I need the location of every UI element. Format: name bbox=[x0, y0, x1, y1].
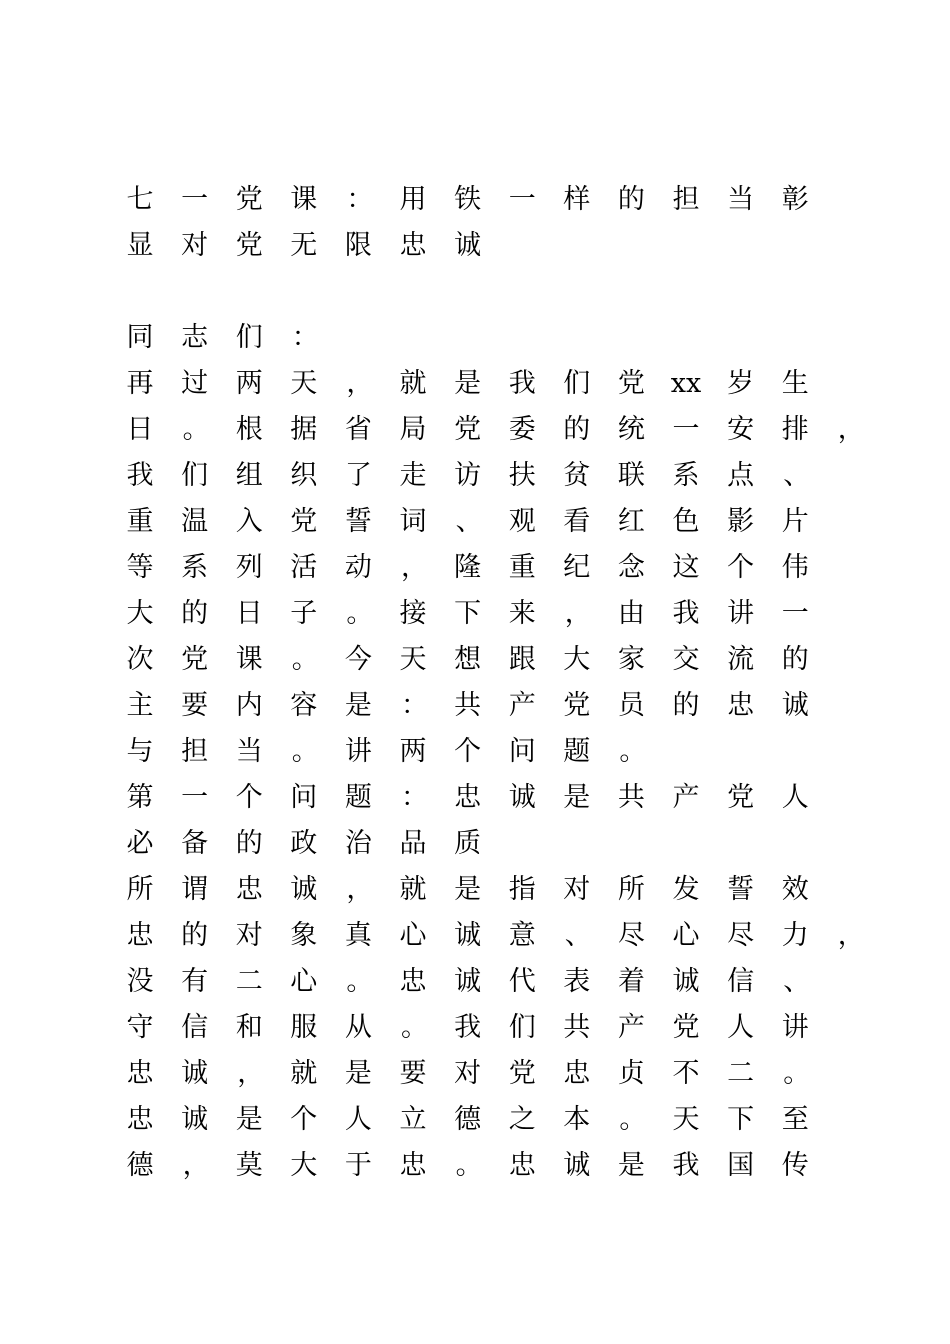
glyph: 忠 bbox=[399, 1150, 427, 1181]
glyph: 组 bbox=[235, 460, 263, 491]
glyph: 所 bbox=[126, 874, 154, 905]
glyph: 对 bbox=[563, 874, 591, 905]
glyph: 有 bbox=[181, 966, 209, 997]
glyph: 大 bbox=[290, 1150, 318, 1181]
glyph: 。 bbox=[346, 966, 374, 997]
glyph: 题 bbox=[344, 782, 372, 813]
glyph: 人 bbox=[344, 1104, 372, 1135]
glyph: 一 bbox=[181, 782, 209, 813]
glyph: 系 bbox=[672, 460, 700, 491]
glyph: 用 bbox=[399, 184, 427, 215]
body-line bbox=[122, 1054, 862, 1100]
glyph: ， bbox=[837, 414, 865, 445]
glyph: ， bbox=[564, 598, 592, 629]
glyph: 和 bbox=[235, 1012, 263, 1043]
glyph: 问 bbox=[290, 782, 318, 813]
glyph: 无 bbox=[290, 230, 318, 261]
title-line bbox=[122, 226, 862, 272]
glyph: 服 bbox=[290, 1012, 318, 1043]
glyph: 。 bbox=[401, 1012, 428, 1043]
glyph: 看 bbox=[563, 506, 591, 537]
body-line bbox=[122, 916, 865, 962]
glyph: ： bbox=[291, 322, 319, 353]
glyph: 的 bbox=[563, 414, 591, 445]
glyph: 我 bbox=[672, 1150, 700, 1181]
section-heading-line bbox=[122, 824, 862, 870]
glyph: 共 bbox=[617, 782, 645, 813]
glyph: 今 bbox=[344, 644, 372, 675]
glyph: 的 bbox=[181, 920, 209, 951]
glyph: 品 bbox=[399, 828, 427, 859]
glyph: 讲 bbox=[781, 1012, 809, 1043]
glyph: 主 bbox=[126, 690, 154, 721]
title-line bbox=[122, 180, 862, 226]
glyph: 诚 bbox=[181, 1104, 209, 1135]
glyph: 人 bbox=[727, 1012, 755, 1043]
salutation-line bbox=[122, 318, 862, 364]
glyph: 铁 bbox=[454, 184, 482, 215]
glyph: 对 bbox=[235, 920, 263, 951]
glyph: 二 bbox=[727, 1058, 755, 1089]
glyph: 党 bbox=[672, 1012, 700, 1043]
glyph: 象 bbox=[290, 920, 318, 951]
glyph: 讲 bbox=[344, 736, 372, 767]
body-line bbox=[122, 548, 862, 594]
glyph: 对 bbox=[454, 1058, 482, 1089]
glyph: 我 bbox=[672, 598, 700, 629]
glyph: 必 bbox=[126, 828, 154, 859]
glyph: 第 bbox=[126, 782, 154, 813]
body-line bbox=[122, 732, 862, 778]
glyph: 所 bbox=[617, 874, 645, 905]
glyph: 片 bbox=[781, 506, 809, 537]
glyph: 大 bbox=[563, 644, 591, 675]
glyph: ： bbox=[346, 184, 374, 215]
glyph: 重 bbox=[126, 506, 154, 537]
glyph: 观 bbox=[508, 506, 536, 537]
glyph: 是 bbox=[454, 368, 482, 399]
glyph: 诚 bbox=[290, 874, 318, 905]
glyph: 念 bbox=[617, 552, 645, 583]
glyph: 走 bbox=[399, 460, 427, 491]
glyph: 的 bbox=[617, 184, 645, 215]
glyph: 天 bbox=[290, 368, 318, 399]
glyph: 纪 bbox=[563, 552, 591, 583]
glyph: 这 bbox=[672, 552, 700, 583]
glyph: 访 bbox=[454, 460, 482, 491]
glyph: 省 bbox=[344, 414, 372, 445]
glyph: 限 bbox=[344, 230, 372, 261]
glyph: 接 bbox=[399, 598, 427, 629]
glyph: 据 bbox=[290, 414, 318, 445]
glyph: 诚 bbox=[454, 920, 482, 951]
glyph: 德 bbox=[454, 1104, 482, 1135]
glyph: 入 bbox=[235, 506, 263, 537]
glyph: 尽 bbox=[727, 920, 755, 951]
glyph: ： bbox=[401, 690, 428, 721]
glyph: 诚 bbox=[181, 1058, 209, 1089]
glyph: 忠 bbox=[399, 966, 427, 997]
glyph: 局 bbox=[399, 414, 427, 445]
glyph: 词 bbox=[399, 506, 427, 537]
glyph: 下 bbox=[727, 1104, 755, 1135]
glyph: 忠 bbox=[727, 690, 755, 721]
glyph: 党 bbox=[181, 644, 209, 675]
glyph: 动 bbox=[344, 552, 372, 583]
glyph: 信 bbox=[727, 966, 755, 997]
glyph: 显 bbox=[126, 230, 154, 261]
glyph: 忠 bbox=[126, 1104, 154, 1135]
glyph: 。 bbox=[182, 414, 210, 445]
glyph: 对 bbox=[181, 230, 209, 261]
glyph: 们 bbox=[181, 460, 209, 491]
glyph: 是 bbox=[344, 1058, 372, 1089]
glyph: 由 bbox=[617, 598, 645, 629]
glyph: 个 bbox=[454, 736, 482, 767]
glyph: ， bbox=[837, 920, 865, 951]
glyph: 员 bbox=[617, 690, 645, 721]
glyph: 课 bbox=[290, 184, 318, 215]
glyph: 。 bbox=[291, 644, 319, 675]
glyph: 影 bbox=[727, 506, 755, 537]
glyph: 织 bbox=[290, 460, 318, 491]
glyph: 两 bbox=[399, 736, 427, 767]
glyph: 伟 bbox=[781, 552, 809, 583]
glyph: 们 bbox=[563, 368, 591, 399]
glyph: 诚 bbox=[563, 1150, 591, 1181]
glyph: 问 bbox=[508, 736, 536, 767]
glyph: 产 bbox=[617, 1012, 645, 1043]
glyph: 守 bbox=[126, 1012, 154, 1043]
glyph: 诚 bbox=[508, 782, 536, 813]
glyph: 个 bbox=[235, 782, 263, 813]
glyph: 、 bbox=[564, 920, 592, 951]
glyph: 大 bbox=[126, 598, 154, 629]
glyph: 莫 bbox=[235, 1150, 263, 1181]
glyph: 根 bbox=[235, 414, 263, 445]
section-heading-line bbox=[122, 778, 862, 824]
glyph: 要 bbox=[399, 1058, 427, 1089]
glyph: 过 bbox=[181, 368, 209, 399]
glyph: 再 bbox=[126, 368, 154, 399]
glyph: ， bbox=[182, 1150, 210, 1181]
glyph: 当 bbox=[727, 184, 755, 215]
glyph: 是 bbox=[235, 1104, 263, 1135]
glyph: 心 bbox=[399, 920, 427, 951]
glyph: 忠 bbox=[235, 874, 263, 905]
glyph: 流 bbox=[727, 644, 755, 675]
glyph: 联 bbox=[617, 460, 645, 491]
glyph: 。 bbox=[619, 736, 647, 767]
glyph: 誓 bbox=[344, 506, 372, 537]
glyph: 不 bbox=[672, 1058, 700, 1089]
glyph: 本 bbox=[563, 1104, 591, 1135]
glyph: 们 bbox=[235, 322, 263, 353]
glyph: 我 bbox=[454, 1012, 482, 1043]
glyph: 温 bbox=[181, 506, 209, 537]
glyph: 一 bbox=[781, 598, 809, 629]
glyph: 委 bbox=[508, 414, 536, 445]
glyph: 的 bbox=[181, 598, 209, 629]
glyph: 至 bbox=[781, 1104, 809, 1135]
glyph: 没 bbox=[126, 966, 154, 997]
body-line bbox=[122, 410, 865, 456]
glyph: 效 bbox=[781, 874, 809, 905]
glyph: 信 bbox=[181, 1012, 209, 1043]
glyph: 讲 bbox=[727, 598, 755, 629]
glyph: 之 bbox=[508, 1104, 536, 1135]
glyph: 是 bbox=[344, 690, 372, 721]
glyph: 政 bbox=[290, 828, 318, 859]
glyph: 统 bbox=[617, 414, 645, 445]
glyph: 安 bbox=[727, 414, 755, 445]
glyph: 是 bbox=[617, 1150, 645, 1181]
glyph: 两 bbox=[235, 368, 263, 399]
glyph: 就 bbox=[399, 874, 427, 905]
glyph: 系 bbox=[181, 552, 209, 583]
glyph: 党 bbox=[617, 368, 645, 399]
glyph: 我 bbox=[508, 368, 536, 399]
glyph: 个 bbox=[727, 552, 755, 583]
glyph: 列 bbox=[235, 552, 263, 583]
body-line bbox=[122, 594, 862, 640]
glyph: 当 bbox=[235, 736, 263, 767]
glyph: 力 bbox=[781, 920, 809, 951]
glyph: 下 bbox=[454, 598, 482, 629]
glyph: 产 bbox=[672, 782, 700, 813]
glyph: 备 bbox=[181, 828, 209, 859]
glyph: 一 bbox=[508, 184, 536, 215]
glyph: 从 bbox=[344, 1012, 372, 1043]
glyph: ， bbox=[401, 552, 428, 583]
glyph: 容 bbox=[290, 690, 318, 721]
body-line bbox=[122, 686, 862, 732]
glyph: 们 bbox=[508, 1012, 536, 1043]
glyph: 忠 bbox=[126, 1058, 154, 1089]
glyph: 心 bbox=[290, 966, 318, 997]
glyph: 天 bbox=[672, 1104, 700, 1135]
glyph: 等 bbox=[126, 552, 154, 583]
glyph: 党 bbox=[508, 1058, 536, 1089]
glyph: 就 bbox=[399, 368, 427, 399]
glyph: ， bbox=[346, 368, 374, 399]
glyph: 、 bbox=[783, 460, 811, 491]
glyph: 我 bbox=[126, 460, 154, 491]
glyph: 国 bbox=[727, 1150, 755, 1181]
glyph: 志 bbox=[181, 322, 209, 353]
glyph: 跟 bbox=[508, 644, 536, 675]
glyph: 样 bbox=[563, 184, 591, 215]
glyph: 、 bbox=[783, 966, 811, 997]
glyph: 表 bbox=[563, 966, 591, 997]
glyph: 担 bbox=[672, 184, 700, 215]
glyph: 子 bbox=[290, 598, 318, 629]
body-line bbox=[122, 502, 862, 548]
glyph: 指 bbox=[508, 874, 536, 905]
glyph: 质 bbox=[454, 828, 482, 859]
glyph: 忠 bbox=[563, 1058, 591, 1089]
glyph: 立 bbox=[399, 1104, 427, 1135]
glyph: 贫 bbox=[563, 460, 591, 491]
glyph: 忠 bbox=[454, 782, 482, 813]
glyph: 个 bbox=[290, 1104, 318, 1135]
glyph: 扶 bbox=[508, 460, 536, 491]
glyph: 题 bbox=[563, 736, 591, 767]
glyph: 德 bbox=[126, 1150, 154, 1181]
glyph: 岁 bbox=[727, 368, 755, 399]
glyph: 着 bbox=[617, 966, 645, 997]
glyph: 心 bbox=[672, 920, 700, 951]
glyph: 共 bbox=[563, 1012, 591, 1043]
glyph: 交 bbox=[672, 644, 700, 675]
glyph: 诚 bbox=[781, 690, 809, 721]
glyph: 忠 bbox=[126, 920, 154, 951]
glyph: 来 bbox=[508, 598, 536, 629]
glyph: 忠 bbox=[508, 1150, 536, 1181]
glyph: 重 bbox=[508, 552, 536, 583]
glyph: ： bbox=[401, 782, 428, 813]
glyph: 治 bbox=[344, 828, 372, 859]
glyph: 于 bbox=[344, 1150, 372, 1181]
glyph: 谓 bbox=[181, 874, 209, 905]
glyph: 共 bbox=[454, 690, 482, 721]
glyph: 一 bbox=[672, 414, 700, 445]
glyph: 诚 bbox=[454, 230, 482, 261]
glyph: 人 bbox=[781, 782, 809, 813]
glyph: 党 bbox=[454, 414, 482, 445]
glyph: 想 bbox=[454, 644, 482, 675]
glyph: 同 bbox=[126, 322, 154, 353]
body-line bbox=[122, 870, 862, 916]
glyph: 二 bbox=[235, 966, 263, 997]
body-line bbox=[122, 1146, 862, 1192]
glyph: 活 bbox=[290, 552, 318, 583]
glyph: 。 bbox=[619, 1104, 647, 1135]
glyph: 是 bbox=[454, 874, 482, 905]
glyph: 。 bbox=[346, 598, 374, 629]
glyph: 点 bbox=[727, 460, 755, 491]
glyph: 。 bbox=[455, 1150, 483, 1181]
glyph: xx bbox=[670, 368, 702, 399]
glyph: 发 bbox=[672, 874, 700, 905]
body-line bbox=[122, 364, 862, 410]
glyph: 就 bbox=[290, 1058, 318, 1089]
glyph: 的 bbox=[781, 644, 809, 675]
body-line bbox=[122, 1100, 862, 1146]
glyph: 誓 bbox=[727, 874, 755, 905]
glyph: 日 bbox=[126, 414, 154, 445]
glyph: 真 bbox=[344, 920, 372, 951]
glyph: 忠 bbox=[399, 230, 427, 261]
glyph: 党 bbox=[235, 184, 263, 215]
glyph: 诚 bbox=[672, 966, 700, 997]
glyph: 日 bbox=[235, 598, 263, 629]
glyph: 红 bbox=[617, 506, 645, 537]
glyph: 的 bbox=[672, 690, 700, 721]
glyph: 。 bbox=[783, 1058, 811, 1089]
glyph: 是 bbox=[563, 782, 591, 813]
glyph: 排 bbox=[781, 414, 809, 445]
glyph: 了 bbox=[344, 460, 372, 491]
glyph: 党 bbox=[290, 506, 318, 537]
glyph: 内 bbox=[235, 690, 263, 721]
glyph: 次 bbox=[126, 644, 154, 675]
body-line bbox=[122, 1008, 862, 1054]
glyph: 的 bbox=[235, 828, 263, 859]
glyph: 产 bbox=[508, 690, 536, 721]
glyph: 天 bbox=[399, 644, 427, 675]
glyph: 隆 bbox=[454, 552, 482, 583]
glyph: 与 bbox=[126, 736, 154, 767]
glyph: 家 bbox=[617, 644, 645, 675]
glyph: 生 bbox=[781, 368, 809, 399]
glyph: 。 bbox=[291, 736, 319, 767]
glyph: 意 bbox=[508, 920, 536, 951]
glyph: 诚 bbox=[454, 966, 482, 997]
glyph: 传 bbox=[781, 1150, 809, 1181]
glyph: 贞 bbox=[617, 1058, 645, 1089]
glyph: 色 bbox=[672, 506, 700, 537]
glyph: ， bbox=[346, 874, 374, 905]
body-line bbox=[122, 456, 862, 502]
glyph: 代 bbox=[508, 966, 536, 997]
glyph: 要 bbox=[181, 690, 209, 721]
glyph: 党 bbox=[235, 230, 263, 261]
glyph: 尽 bbox=[617, 920, 645, 951]
body-line bbox=[122, 640, 862, 686]
glyph: ， bbox=[237, 1058, 265, 1089]
body-line bbox=[122, 962, 862, 1008]
glyph: 党 bbox=[563, 690, 591, 721]
glyph: 党 bbox=[727, 782, 755, 813]
glyph: 、 bbox=[455, 506, 483, 537]
glyph: 彰 bbox=[781, 184, 809, 215]
glyph: 课 bbox=[235, 644, 263, 675]
glyph: 担 bbox=[181, 736, 209, 767]
glyph: 七 bbox=[126, 184, 154, 215]
glyph: 一 bbox=[181, 184, 209, 215]
